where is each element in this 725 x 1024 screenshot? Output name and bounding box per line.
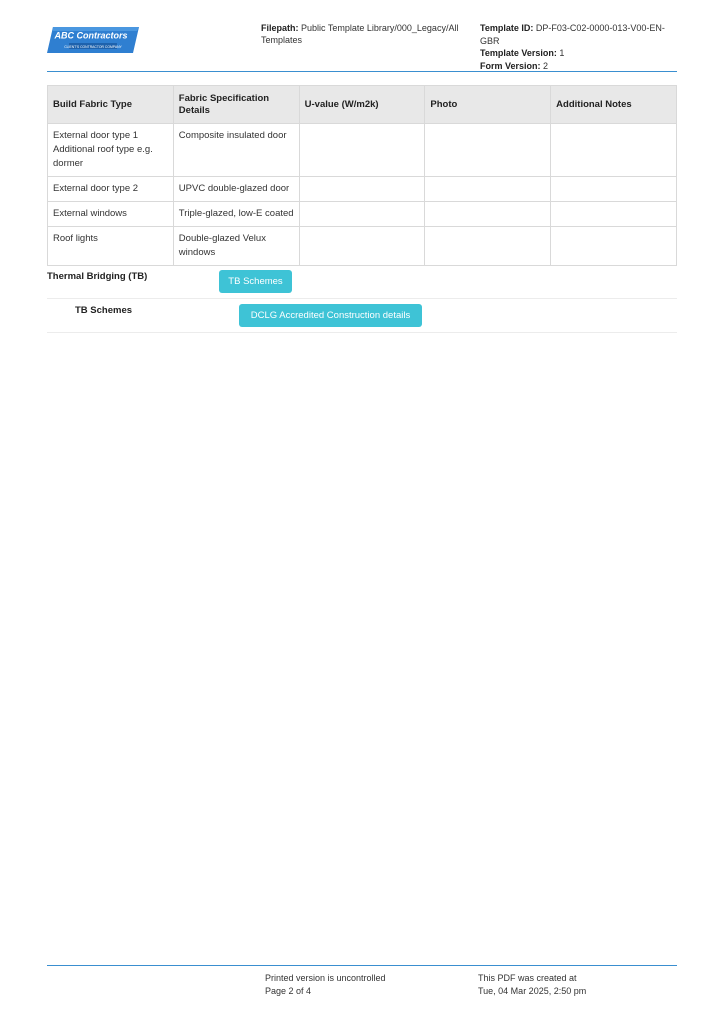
cell-u-value[interactable] <box>299 124 425 177</box>
cell-u-value[interactable] <box>299 177 425 202</box>
form-version: Form Version: 2 <box>480 60 549 71</box>
cell-photo[interactable] <box>425 202 551 227</box>
created-date: Tue, 04 Mar 2025, 2:50 pm <box>478 985 587 996</box>
thermal-bridging-label: Thermal Bridging (TB) <box>47 271 148 282</box>
section-divider <box>47 332 677 333</box>
col-header-additional-notes: Additional Notes <box>551 86 677 124</box>
created-label: This PDF was created at <box>478 973 577 983</box>
footer-created-info <box>478 972 586 997</box>
cell-notes[interactable] <box>551 177 677 202</box>
col-header-build-fabric-type: Build Fabric Type <box>48 86 174 124</box>
cell-notes[interactable] <box>551 227 677 266</box>
filepath <box>261 22 466 46</box>
section-divider <box>47 298 677 299</box>
cell-photo[interactable] <box>425 177 551 202</box>
cell-spec: Double-glazed Velux windows <box>173 227 299 266</box>
col-header-fabric-spec: Fabric Specification Details <box>173 86 299 124</box>
cell-fabric-type: External door type 2 <box>48 177 174 202</box>
tb-schemes-button[interactable]: TB Schemes <box>219 270 292 293</box>
cell-spec: UPVC double-glazed door <box>173 177 299 202</box>
tb-schemes-label: TB Schemes <box>75 305 133 316</box>
cell-fabric-type: Roof lights <box>48 227 174 266</box>
cell-notes[interactable] <box>551 124 677 177</box>
template-version: Template Version: 1 <box>480 48 565 58</box>
table-row <box>48 202 677 227</box>
page-header <box>47 20 677 70</box>
cell-photo[interactable] <box>425 124 551 177</box>
col-header-photo: Photo <box>425 86 551 124</box>
cell-u-value[interactable] <box>299 202 425 227</box>
cell-photo[interactable] <box>425 227 551 266</box>
template-id: Template ID: DP-F03-C02-0000-013-V00-EN-GBR <box>480 23 665 46</box>
logo-name: ABC Contractors <box>54 30 128 41</box>
footer-divider <box>47 965 677 966</box>
table-row <box>48 124 677 177</box>
company-logo <box>47 26 139 54</box>
page-number: Page 2 of 4 <box>265 985 312 996</box>
cell-notes[interactable] <box>551 202 677 227</box>
template-meta <box>480 22 680 72</box>
dclg-accredited-details-button[interactable]: DCLG Accredited Construction details <box>239 304 422 327</box>
table-row <box>48 177 677 202</box>
cell-u-value[interactable] <box>299 227 425 266</box>
col-header-u-value: U-value (W/m2k) <box>299 86 425 124</box>
cell-spec: Triple-glazed, low-E coated <box>173 202 299 227</box>
cell-fabric-type: External windows <box>48 202 174 227</box>
filepath-value: Public Template Library/000_Legacy/All Templates <box>261 23 459 45</box>
cell-fabric-type: External door type 1 Additional roof type e.g. dormer <box>48 124 174 177</box>
header-divider <box>47 71 677 72</box>
cell-spec: Composite insulated door <box>173 124 299 177</box>
table-row <box>48 227 677 266</box>
footer-print-info <box>265 972 386 997</box>
logo-tagline: CLIENT'S CONTRACTOR COMPANY <box>64 44 122 49</box>
build-fabric-table <box>47 85 677 266</box>
table-header-row <box>48 86 677 124</box>
filepath-label: Filepath: <box>261 23 299 33</box>
printed-notice: Printed version is uncontrolled <box>265 973 386 983</box>
